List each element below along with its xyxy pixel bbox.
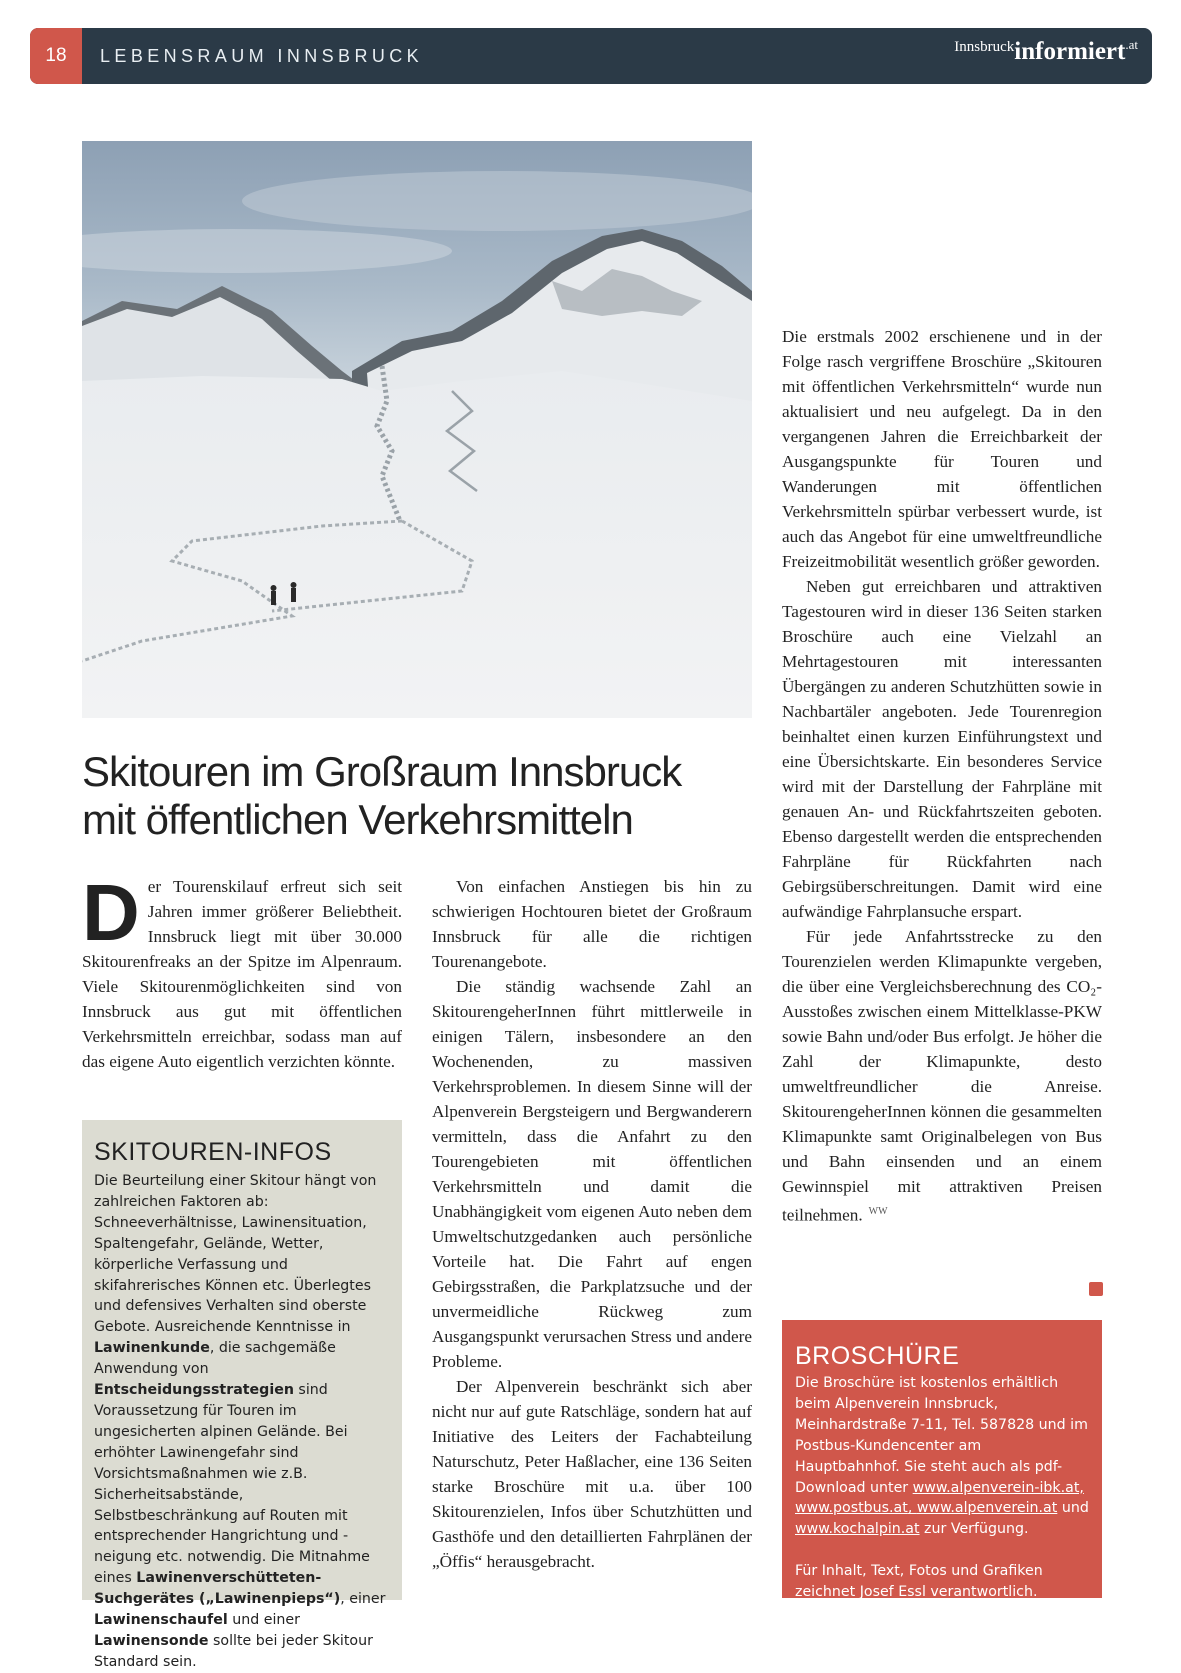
article-column-2 — [432, 874, 752, 1574]
article-column-1 — [82, 868, 402, 1074]
redbox-title: BROSCHÜRE — [795, 1342, 960, 1370]
brand-prefix: Innsbruck — [954, 39, 1015, 55]
redbox-text-part: zur Verfügung. — [919, 1521, 1029, 1538]
link-postbus[interactable]: www.postbus.at — [795, 1500, 908, 1517]
infobox-bold-entscheidungsstrategien: Entscheidungsstrategien — [94, 1382, 294, 1399]
page-number: 18 — [30, 28, 82, 84]
col1-p1-text: er Tourenskilauf erfreut sich seit Jahren immer größerer Beliebtheit. Innsbruck liegt mit über 30.000 Skitourenfreaks an der Spitze im Alpenraum. Viele Skitourenmöglichkeiten sind von Innsbruck aus gut mit öffentlichen Verkehrsmitteln erreichbar, sodass man auf das eigene Auto eigentlich verzichten könnte. — [82, 877, 402, 1071]
link-alpenverein[interactable]: www.alpenverein.at — [916, 1500, 1058, 1517]
col3-paragraph-3 — [782, 924, 1102, 1228]
col2-paragraph-3: Der Alpenverein beschränkt sich aber nicht nur auf gute Ratschläge, sondern hat auf Initiative des Leiters der Fachabteilung Naturschutz, Peter Haßlacher, eine 136 Seiten starke Broschüre mit u.a. über 100 Skitourenzielen, Infos über Schutzhütten und Gasthöfe und den detaillierten Fahrplänen der „Öffis“ herausgebracht. — [432, 1377, 752, 1571]
headline-line-1: Skitouren im Großraum Innsbruck — [82, 748, 682, 795]
infobox-bold-lawinensonde: Lawinensonde — [94, 1632, 209, 1649]
infobox-bold-lawinenkunde: Lawinenkunde — [94, 1340, 210, 1357]
col2-paragraph-1: Von einfachen Anstiegen bis hin zu schwierigen Hochtouren bietet der Großraum Innsbruck für alle die richtigen Tourenangebote. — [432, 877, 752, 971]
infobox-text-part: Die Beurteilung einer Skitour hängt von zahlreichen Faktoren ab: Schneeverhältnisse, Lawinensituation, Spaltengefahr, Gelände, Wetter, körperliche Verfassung und skifahrerisches Können etc. Überlegtes und defensives Verhalten sind oberste Gebote. Ausreichende Kenntnisse in — [94, 1173, 377, 1336]
article-end-mark — [1089, 1282, 1103, 1296]
headline-line-2: mit öffentlichen Verkehrsmitteln — [82, 796, 633, 843]
brand-tld: .at — [1125, 37, 1138, 52]
dropcap: D — [82, 868, 140, 957]
infobox-text-part: , die sachgemäße Anwendung von — [94, 1340, 336, 1378]
col3-paragraph-1: Die erstmals 2002 erschienene und in der Folge rasch vergriffene Broschüre „Skitouren mit öffentlichen Verkehrsmitteln“ wurde nun aktualisiert und neu aufgelegt. Da in den vergangenen Jahren die Erreichbarkeit der Ausgangspunkte für Touren und Wanderungen mit öffentlichen Verkehrsmitteln spürbar verbessert wurde, ist auch das Angebot für eine umweltfreundliche Freizeitmobilität wesentlich größer geworden. — [782, 327, 1102, 571]
brand-logo — [954, 38, 1138, 78]
redbox-credit: Für Inhalt, Text, Fotos und Grafiken zeichnet Josef Essl verantwortlich. — [795, 1563, 1043, 1601]
skitouren-infos-box — [82, 1120, 402, 1670]
infobox-title: SKITOUREN-INFOS — [94, 1138, 332, 1166]
broschuere-box — [782, 1320, 1102, 1601]
section-title: LEBENSRAUM INNSBRUCK — [100, 46, 424, 66]
infobox-bold-lawinenschaufel: Lawinenschaufel — [94, 1612, 228, 1629]
infobox-text-part: , einer — [340, 1591, 386, 1608]
redbox-link-separator: , — [907, 1500, 917, 1517]
mountain-photo-illustration — [82, 141, 752, 718]
col2-paragraph-2: Die ständig wachsende Zahl an SkitourengeherInnen führt mittlerweile in einigen Tälern, insbesondere an den Wochenenden, zu massiven Verkehrsproblemen. In diesem Sinne will der Alpenverein Bergsteigern und Bergwanderern vermitteln, dass die Anfahrt zu den Tourengebieten mit öffentlichen Verkehrsmitteln und damit die Unabhängigkeit vom eigenen Auto neben dem Umweltschutzgedanken auch persönliche Vorteile hat. Die Fahrt auf engen Gebirgsstraßen, die Parkplatzsuche und der unvermeidliche Rückweg zum Ausgangspunkt verursachen Stress und andere Probleme. — [432, 977, 752, 1371]
article-headline — [82, 748, 762, 844]
infobox-text — [94, 1171, 390, 1673]
col3-p3-text: Für jede Anfahrtsstrecke zu den Tourenzielen werden Klimapunkte vergeben, die über eine Vergleichsberechnung des CO₂-Ausstoßes zwischen einem Mittelklasse-PKW sowie Bahn und/oder Bus erfolgt. Je höher die Zahl der Klimapunkte, desto umweltfreundlicher die Anreise. SkitourengeherInnen können die gesammelten Klimapunkte samt Originalbelegen von Bus und Bahn einsenden und an einem Gewinnspiel mit attraktiven Preisen teilnehmen. — [782, 927, 1102, 1225]
header-bar — [30, 28, 1152, 84]
ski-tour-photo — [82, 141, 752, 718]
redbox-text-part: und — [1057, 1500, 1089, 1517]
redbox-text — [795, 1373, 1089, 1540]
infobox-text-part: sind Voraussetzung für Touren im ungesicherten alpinen Gelände. Bei erhöhter Lawinengefahr sind Vorsichtsmaßnahmen wie z.B. Sicherheitsabstände, Selbstbeschränkung auf Routen mit entsprechender Hangrichtung und -neigung etc. notwendig. Die Mitnahme eines — [94, 1382, 370, 1587]
link-alpenverein-ibk[interactable]: www.alpenverein-ibk.at, — [912, 1479, 1084, 1496]
infobox-bold-lawinenpieps: Lawinenverschütteten-Suchgerätes („Lawinenpieps“) — [94, 1570, 341, 1608]
infobox-text-part: und einer — [227, 1612, 300, 1629]
col1-paragraph-1 — [82, 868, 402, 1074]
infobox-text-part: sollte bei jeder Skitour Standard sein. — [94, 1632, 373, 1670]
redbox-text-part: Die Broschüre ist kostenlos erhältlich beim Alpenverein Innsbruck, Meinhardstraße 7-11, Tel. 587828 und im Postbus-Kundencenter am Hauptbahnhof. Sie steht auch als pdf-Download unter — [795, 1375, 1088, 1496]
redbox-spacer — [795, 1540, 1089, 1561]
brand-main: informiert — [1014, 38, 1126, 65]
link-kochalpin[interactable]: www.kochalpin.at — [795, 1521, 920, 1538]
author-signature: WW — [868, 1206, 888, 1217]
col3-paragraph-2: Neben gut erreichbaren und attraktiven Tagestouren wird in dieser 136 Seiten starken Broschüre auch eine Vielzahl an Mehrtagestouren mit interessanten Übergängen zu anderen Schutzhütten sowie in Nachbartäler angeboten. Jede Tourenregion beinhaltet einen kurzen Einführungstext und eine Übersichtskarte. Ein besonderes Service wird mit der Darstellung der Fahrpläne mit genauen An- und Rückfahrtszeiten geboten. Ebenso dargestellt werden die entsprechenden Fahrpläne für Rückfahrten nach Gebirgsüberschreitungen. Damit wird eine aufwändige Fahrplansuche erspart. — [782, 577, 1102, 921]
article-column-3 — [782, 324, 1102, 1228]
